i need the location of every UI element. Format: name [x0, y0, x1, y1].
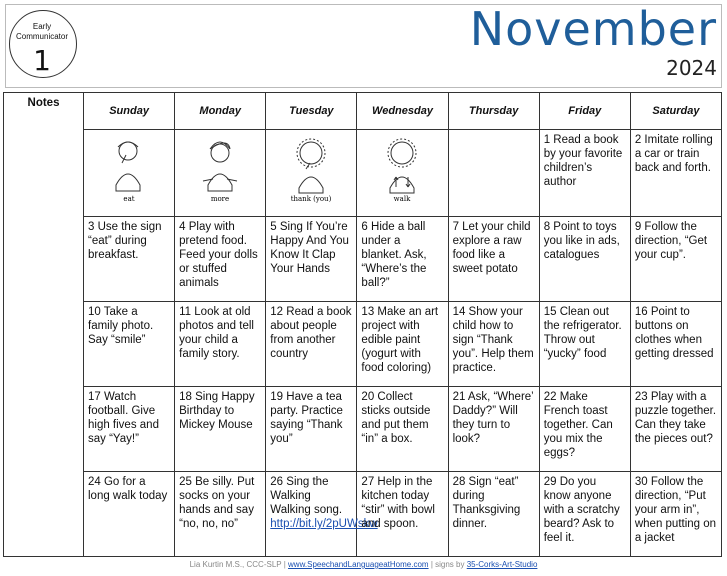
day-cell: 15 Clean out the refrigerator. Throw out “yucky” food: [539, 302, 630, 387]
week-2-row: [4, 217, 722, 302]
day-cell: 2 Imitate rolling a car or train back and forth.: [630, 130, 721, 217]
logo-line1: Early: [32, 22, 52, 31]
day-cell: 24 Go for a long walk today: [84, 472, 175, 557]
footer-author: Lia Kurtin M.S., CCC-SLP: [189, 560, 282, 569]
notes-column: [4, 93, 84, 557]
footer: [0, 560, 727, 569]
day-header-sunday: Sunday: [84, 93, 175, 130]
day-header-friday: Friday: [539, 93, 630, 130]
sign-thank-you-cell: [266, 130, 357, 217]
day-cell: 12 Read a book about people from another country: [266, 302, 357, 387]
day-cell: 18 Sing Happy Birthday to Mickey Mouse: [175, 387, 266, 472]
day-cell: 5 Sing If You’re Happy And You Know It Clap Your Hands: [266, 217, 357, 302]
day-cell: 17 Watch football. Give high fives and say “Yay!”: [84, 387, 175, 472]
day-cell: 13 Make an art project with edible paint (yogurt with food coloring): [357, 302, 448, 387]
sign-thank-you-caption: thank (you): [291, 195, 332, 203]
day-cell: 3 Use the sign “eat” during breakfast.: [84, 217, 175, 302]
week-5-row: [4, 472, 722, 557]
day-header-tuesday: Tuesday: [266, 93, 357, 130]
day-cell: 9 Follow the direction, “Get your cup”.: [630, 217, 721, 302]
year-title: 2024: [666, 56, 717, 80]
sign-more-cell: [175, 130, 266, 217]
day-cell: 8 Point to toys you like in ads, catalogues: [539, 217, 630, 302]
week-1-row: [4, 130, 722, 217]
day-header-wednesday: Wednesday: [357, 93, 448, 130]
calendar-table: [3, 92, 722, 557]
month-title: November: [469, 2, 717, 56]
footer-website-link[interactable]: www.SpeechandLanguageatHome.com: [288, 560, 429, 569]
sign-eat-illustration: [94, 133, 164, 205]
day-cell: 21 Ask, “Where’ Daddy?” Will they turn to look?: [448, 387, 539, 472]
day-cell: 4 Play with pretend food. Feed your dolls or stuffed animals: [175, 217, 266, 302]
logo-number: 1: [33, 44, 51, 77]
sign-eat-caption: eat: [123, 195, 135, 203]
day-header-monday: Monday: [175, 93, 266, 130]
sign-eat-cell: [84, 130, 175, 217]
notes-label: Notes: [27, 97, 60, 109]
day-cell: 14 Show your child how to sign “Thank you”. Help them practice.: [448, 302, 539, 387]
footer-separator: |: [430, 560, 433, 569]
day-cell: 10 Take a family photo. Say “smile”: [84, 302, 175, 387]
day-cell: 23 Play with a puzzle together. Can they take the pieces out?: [630, 387, 721, 472]
day-cell: 22 Make French toast together. Can you mix the eggs?: [539, 387, 630, 472]
footer-signs-link[interactable]: 35-Corks-Art-Studio: [466, 560, 538, 569]
early-communicator-logo: [7, 8, 68, 80]
sign-more-illustration: [185, 133, 255, 205]
week-3-row: [4, 302, 722, 387]
day-cell: 20 Collect sticks outside and put them “in” a box.: [357, 387, 448, 472]
footer-separator: |: [283, 560, 286, 569]
footer-signs-by: signs by: [435, 560, 465, 569]
day-header-saturday: Saturday: [630, 93, 721, 130]
header-row: [4, 93, 722, 130]
day-cell: 16 Point to buttons on clothes when getting dressed: [630, 302, 721, 387]
day-cell: 28 Sign “eat” during Thanksgiving dinner.: [448, 472, 539, 557]
sign-walk-cell: [357, 130, 448, 217]
sign-more-caption: more: [211, 195, 230, 203]
day-cell: 6 Hide a ball under a blanket. Ask, “Where’s the ball?”: [357, 217, 448, 302]
day-cell: 19 Have a tea party. Practice saying “Thank you”: [266, 387, 357, 472]
empty-cell: [448, 130, 539, 217]
day-cell: 29 Do you know anyone with a scratchy beard? Ask to feel it.: [539, 472, 630, 557]
day-26-text: 26 Sing the Walking Walking song.: [270, 476, 343, 516]
sign-thank-you-illustration: [276, 133, 346, 205]
day-cell: 11 Look at old photos and tell your child a family story.: [175, 302, 266, 387]
day-cell: 27 Help in the kitchen today “stir” with bowl and spoon.: [357, 472, 448, 557]
logo-line2: Communicator: [15, 32, 68, 41]
day-cell: 1 Read a book by your favorite children’s author: [539, 130, 630, 217]
day-cell: 30 Follow the direction, “Put your arm in”, when putting on a jacket: [630, 472, 721, 557]
walking-song-link[interactable]: http://bit.ly/2pUWskw: [270, 518, 378, 530]
day-cell: 7 Let your child explore a raw food like a sweet potato: [448, 217, 539, 302]
day-header-thursday: Thursday: [448, 93, 539, 130]
day-cell: 25 Be silly. Put socks on your hands and say “no, no, no”: [175, 472, 266, 557]
sign-walk-illustration: [367, 133, 437, 205]
day-cell-26: [266, 472, 378, 557]
sign-walk-caption: walk: [394, 195, 411, 203]
week-4-row: [4, 387, 722, 472]
